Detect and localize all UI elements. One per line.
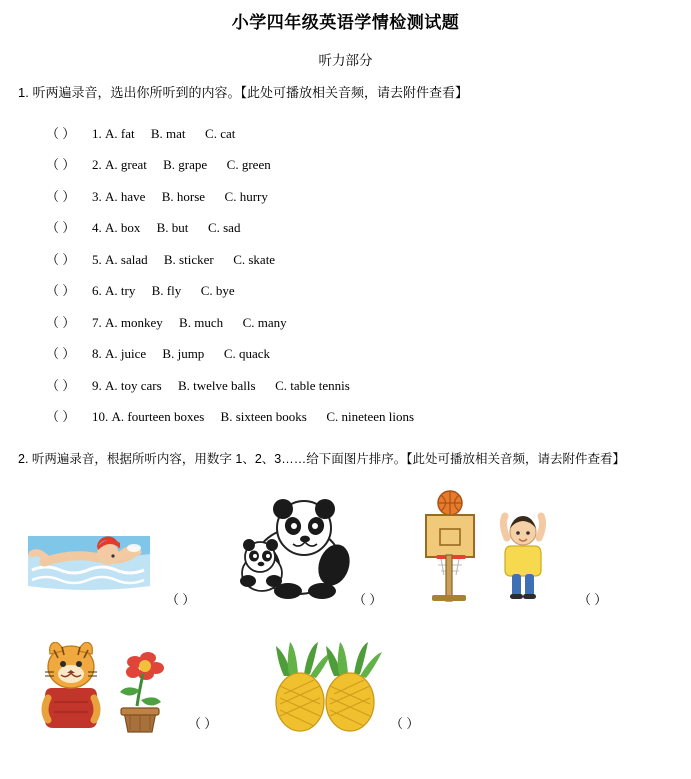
option-c[interactable]: C. nineteen lions [326,409,415,425]
option-b[interactable]: B. grape [163,157,208,173]
answer-blank[interactable]: （ ） [46,251,76,267]
question-1-prompt: 1. 听两遍录音，选出你所听到的内容。【此处可播放相关音频，请去附件查看】 [18,85,468,100]
blank-paren-2[interactable]: （ ） [353,592,383,608]
choice-row [18,181,673,213]
question-2-picture-area [18,492,673,742]
item-number: 6. [92,283,102,299]
option-c[interactable]: C. hurry [224,188,268,204]
option-a[interactable]: A. great [105,157,147,173]
option-c[interactable]: C. cat [205,125,236,141]
item-number: 7. [92,314,102,330]
answer-blank[interactable]: （ ） [46,188,76,204]
option-b[interactable]: B. jump [162,346,205,362]
option-c[interactable]: C. skate [233,251,276,267]
item-number: 4. [92,220,102,236]
option-a[interactable]: A. try [105,283,136,299]
option-b[interactable]: B. much [179,314,224,330]
boy-jumping-picture [493,512,553,600]
tiger-picture [40,642,102,734]
option-a[interactable]: A. have [105,188,146,204]
blank-paren-1[interactable]: （ ） [166,592,196,608]
item-number: 5. [92,251,102,267]
answer-blank[interactable]: （ ） [46,157,76,173]
choice-row [18,370,673,402]
item-number: 2. [92,157,102,173]
option-c[interactable]: C. quack [223,346,271,362]
option-c[interactable]: C. green [226,157,271,173]
question-2-prompt: 2. 听两遍录音，根据所听内容，用数字 1、2、3……给下面图片排序。【此处可播放相关音频，请去附件查看】 [18,451,625,466]
choice-row [18,149,673,181]
picture-row-1 [18,492,673,610]
item-number: 3. [92,188,102,204]
option-b[interactable]: B. mat [150,125,186,141]
answer-blank[interactable]: （ ） [46,346,76,362]
choice-row [18,401,673,433]
option-a[interactable]: A. toy cars [105,377,162,393]
option-c[interactable]: C. bye [200,283,235,299]
page-title: 小学四年级英语学情检测试题 [231,13,460,32]
option-a[interactable]: A. monkey [105,314,163,330]
option-b[interactable]: B. horse [161,188,206,204]
panda-picture [228,495,356,600]
blank-paren-4[interactable]: （ ） [188,716,218,732]
choice-row [18,275,673,307]
option-a[interactable]: A. juice [105,346,147,362]
swimming-picture [24,524,154,594]
option-a[interactable]: A. box [105,220,141,236]
pineapple-picture [258,642,384,734]
answer-blank[interactable]: （ ） [46,409,76,425]
question-1-choice-list [18,118,673,433]
item-number: 1. [92,125,102,141]
section-heading-listening: 听力部分 [318,53,373,68]
option-c[interactable]: C. sad [207,220,241,236]
choice-row [18,212,673,244]
blank-paren-5[interactable]: （ ） [390,716,420,732]
item-number: 10. [92,409,109,425]
option-b[interactable]: B. fly [151,283,182,299]
choice-row [18,307,673,339]
option-c[interactable]: C. many [242,314,287,330]
choice-row [18,118,673,150]
answer-blank[interactable]: （ ） [46,283,76,299]
choice-row [18,244,673,276]
choice-row [18,338,673,370]
option-c[interactable]: C. table tennis [275,377,350,393]
basketball-hoop-picture [410,489,488,604]
flower-pot-picture [110,646,170,734]
answer-blank[interactable]: （ ） [46,125,76,141]
item-number: 8. [92,346,102,362]
option-a[interactable]: A. fourteen boxes [111,409,205,425]
answer-blank[interactable]: （ ） [46,377,76,393]
option-b[interactable]: B. sticker [163,251,214,267]
option-b[interactable]: B. but [156,220,189,236]
picture-row-2 [18,624,673,734]
option-b[interactable]: B. sixteen books [220,409,307,425]
answer-blank[interactable]: （ ） [46,220,76,236]
blank-paren-3[interactable]: （ ） [578,592,608,608]
option-a[interactable]: A. fat [105,125,135,141]
option-a[interactable]: A. salad [105,251,148,267]
exam-paper-page [0,8,691,779]
item-number: 9. [92,377,102,393]
answer-blank[interactable]: （ ） [46,314,76,330]
option-b[interactable]: B. twelve balls [177,377,256,393]
